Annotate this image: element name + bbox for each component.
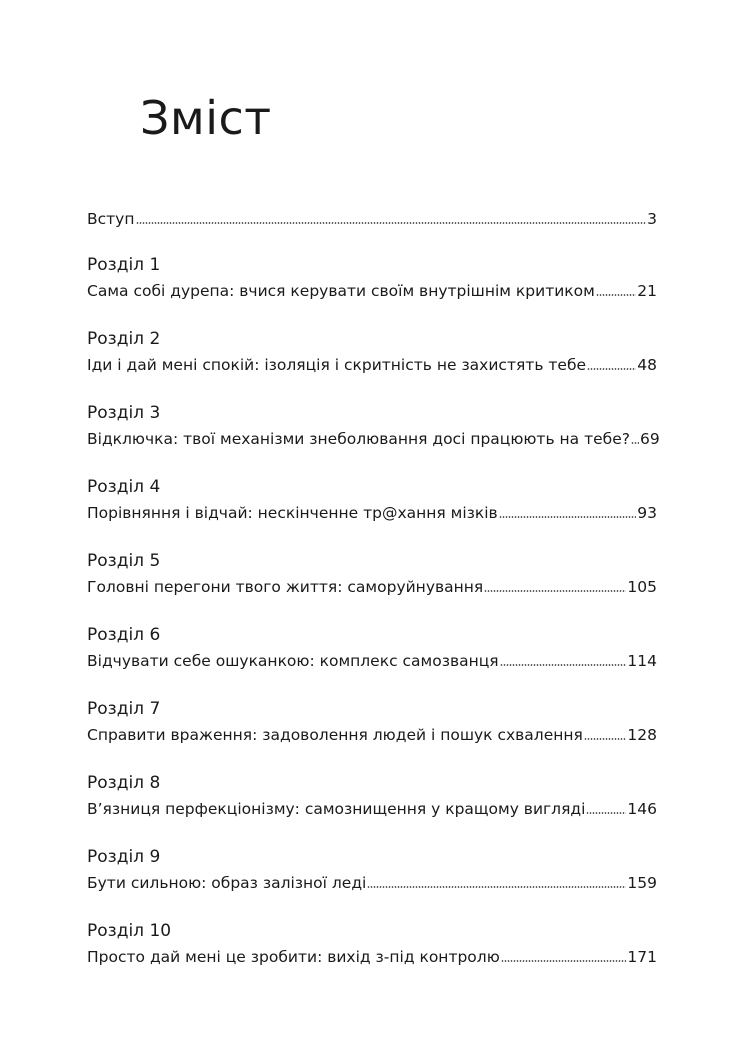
toc-link-chapter-1[interactable]: [87, 278, 657, 304]
toc-entry-title: Вступ: [87, 210, 135, 228]
chapter-label: Розділ 5: [87, 551, 161, 571]
chapter-label: Розділ 2: [87, 329, 161, 349]
dot-leader: [499, 515, 637, 519]
chapter-label: Розділ 4: [87, 477, 161, 497]
toc-link-chapter-6[interactable]: [87, 648, 657, 674]
dot-leader: [367, 885, 626, 889]
toc-entry-chapter-7: [87, 696, 657, 748]
dot-leader: [631, 441, 639, 445]
dot-leader: [484, 589, 626, 593]
toc-entry-title: Порівняння і відчай: нескінченне тр@хання мізків: [87, 504, 498, 522]
toc-entry-title: Головні перегони твого життя: саморуйнування: [87, 578, 484, 596]
chapter-label: Розділ 1: [87, 255, 161, 275]
toc-page-number: 114: [627, 652, 657, 670]
chapter-label: Розділ 10: [87, 921, 172, 941]
toc-entry-chapter-9: [87, 844, 657, 896]
toc-entry-title: Бути сильною: образ залізної леді: [87, 874, 367, 892]
toc-link-chapter-2[interactable]: [87, 352, 657, 378]
toc-entry-chapter-1: [87, 252, 657, 304]
toc-link-chapter-7[interactable]: [87, 722, 657, 748]
toc-entry-title: В’язниця перфекціонізму: самознищення у кращому вигляді: [87, 800, 586, 818]
toc-link-chapter-3[interactable]: [87, 426, 660, 452]
toc-entry-title: Справити враження: задоволення людей і пошук схвалення: [87, 726, 583, 744]
toc-link-intro[interactable]: [87, 206, 657, 232]
dot-leader: [500, 663, 627, 667]
toc-entry-title: Іди і дай мені спокій: ізоляція і скритність не захистять тебе: [87, 356, 587, 374]
dot-leader: [596, 293, 636, 297]
toc-page-number: 93: [637, 504, 657, 522]
toc-entry-chapter-8: [87, 770, 657, 822]
table-of-contents: [87, 206, 660, 992]
toc-entry-chapter-10: [87, 918, 657, 970]
toc-entry-intro: [87, 206, 657, 232]
toc-page-number: 3: [647, 210, 657, 228]
toc-entry-title: Сама собі дурепа: вчися керувати своїм внутрішнім критиком: [87, 282, 595, 300]
dot-leader: [586, 811, 626, 815]
toc-entry-chapter-4: [87, 474, 657, 526]
chapter-label: Розділ 7: [87, 699, 161, 719]
toc-page-number: 105: [627, 578, 657, 596]
toc-page-number: 21: [637, 282, 657, 300]
chapter-label: Розділ 8: [87, 773, 161, 793]
dot-leader: [587, 367, 636, 371]
toc-entry-title: Відключка: твої механізми знеболювання досі працюють на тебе?: [87, 430, 630, 448]
toc-link-chapter-10[interactable]: [87, 944, 657, 970]
page-title: Зміст: [140, 91, 272, 145]
toc-entry-title: Відчувати себе ошуканкою: комплекс самозванця: [87, 652, 499, 670]
toc-page-number: 69: [639, 430, 660, 448]
dot-leader: [584, 737, 627, 741]
toc-link-chapter-9[interactable]: [87, 870, 657, 896]
toc-page-number: 128: [627, 726, 657, 744]
toc-page-number: 159: [627, 874, 657, 892]
dot-leader: [501, 959, 627, 963]
toc-link-chapter-8[interactable]: [87, 796, 657, 822]
chapter-label: Розділ 9: [87, 847, 161, 867]
toc-page-number: 171: [627, 948, 657, 966]
dot-leader: [136, 221, 647, 225]
toc-entry-title: Просто дай мені це зробити: вихід з-під контролю: [87, 948, 500, 966]
toc-link-chapter-4[interactable]: [87, 500, 657, 526]
toc-entry-chapter-6: [87, 622, 657, 674]
chapter-label: Розділ 6: [87, 625, 161, 645]
toc-page-number: 48: [637, 356, 657, 374]
toc-link-chapter-5[interactable]: [87, 574, 657, 600]
toc-entry-chapter-5: [87, 548, 657, 600]
toc-entry-chapter-2: [87, 326, 657, 378]
toc-page-number: 146: [627, 800, 657, 818]
toc-entry-chapter-3: [87, 400, 660, 452]
chapter-label: Розділ 3: [87, 403, 161, 423]
